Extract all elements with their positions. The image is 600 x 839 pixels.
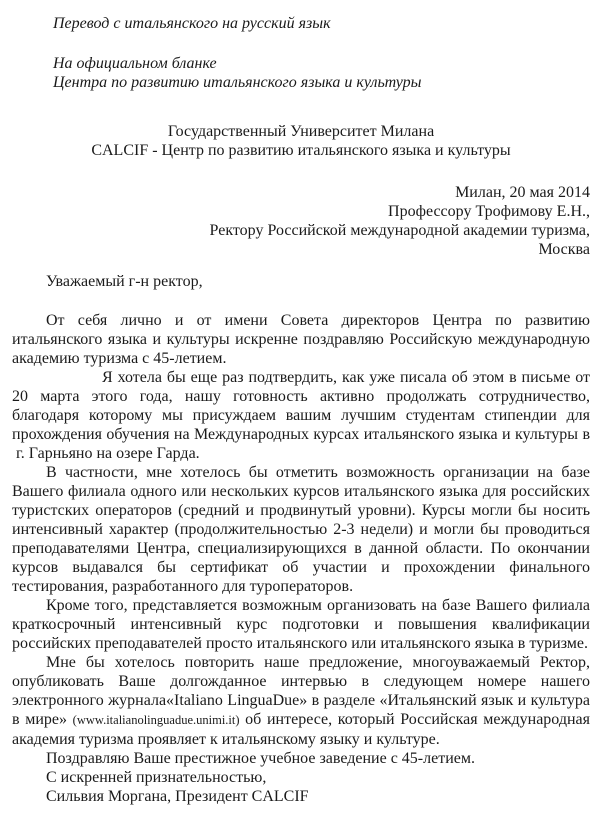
translation-note: Перевод с итальянского на русский язык [53,15,331,32]
paragraph-teacher-training: Кроме того, представляется возможным организовать на базе Вашего филиала краткосрочный интенсивный курс подготовки и повышения квалификации российских преподавателей просто итальянского или итальянского языка в туризме. [12,597,590,652]
letterhead-note-line2: Центра по развитию итальянского языка и культуры [53,74,422,91]
signature: Сильвия Моргана, Президент CALCIF [46,788,309,805]
recipient-city: Москва [538,241,590,258]
organization-center-name: CALCIF - Центр по развитию итальянского языка и культуры [91,142,511,159]
interview-text-before: Мне бы хотелось повторить наше предложение, многоуважаемый Ректор, опубликовать Ваше долгожданное интервью в следующем номере нашего электронного журнала«Italiano LinguaDue» в разделе «Итальянский язык и культура в мире» [12,654,590,728]
paragraph-interview [12,653,590,749]
recipient-name: Профессору Трофимову Е.Н., [388,203,590,220]
recipient-block [12,183,590,259]
paragraph-cooperation-scholarships: Я хотела бы еще раз подтвердить, как уже писала об этом в письме от 20 марта этого года, нашу готовность активно продолжать сотрудничество, благодаря которому мы присуждаем вашим лучшим студентам стипендии для прохождения обучения на Международных курсах итальянского языка и культуры в г. Гарньяно на озере Гарда. [12,369,590,462]
dateline: Милан, 20 мая 2014 [455,184,590,201]
interview-text-after: об интересе, который Российская международная академия туризма проявляет к итальянскому языку и культуре. [12,711,591,748]
journal-url: (www.italianolinguadue.unimi.it) [72,713,240,727]
closing-salutation: С искренней признательностью, [46,769,267,786]
recipient-title: Ректору Российской международной академии туризма, [209,222,590,239]
organization-header [12,122,590,160]
paragraph-language-courses: В частности, мне хотелось бы отметить возможность организации на базе Вашего филиала одного или нескольких курсов итальянского языка для российских туристских операторов (средний и продвинутый уровни). Курсы могли бы носить интенсивный характер (продолжительностью 2-3 недели) и могли бы проводиться преподавателями Центра, специализирующихся в данной области. По окончании курсов выдавался бы сертификат об участии и прохождении финального тестирования, разработанного для туроператоров. [12,464,590,595]
paragraph-congratulation: От себя лично и от имени Совета директоров Центра по развитию итальянского языка и культуры искренне поздравляю Российскую международную академию туризма с 45-летием. [12,312,590,367]
organization-name: Государственный Университет Милана [167,123,435,140]
paragraph-anniversary-congrats: Поздравляю Ваше престижное учебное заведение с 45-летием. [46,750,475,767]
letterhead-note-line1: На официальном бланке [53,55,217,72]
greeting: Уважаемый г-н ректор, [46,273,203,290]
letterhead-note [53,54,590,92]
